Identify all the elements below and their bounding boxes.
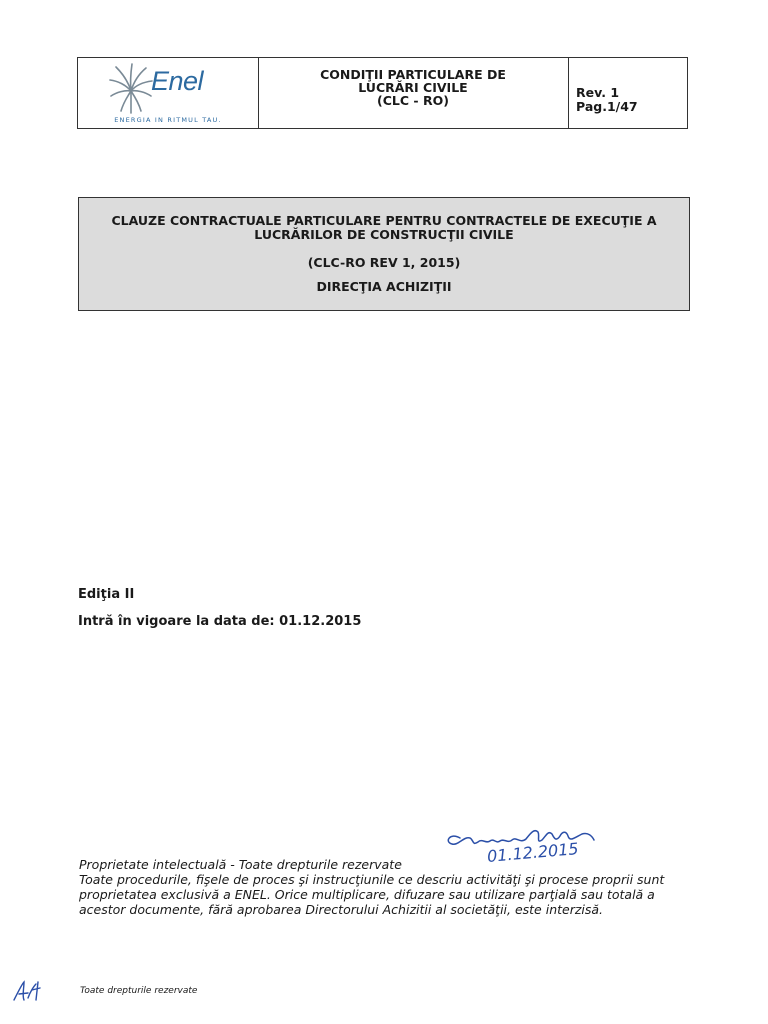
document-header: [77, 57, 688, 129]
page-number: Pag.1/47: [576, 99, 638, 114]
revision-cell: [569, 58, 687, 128]
handwritten-initials: [10, 978, 50, 1004]
revision-label: Rev. 1: [576, 85, 620, 100]
document-title-cell: [258, 58, 569, 128]
effective-date: Intră în vigoare la data de: 01.12.2015: [78, 614, 362, 629]
edition-label: Ediţia II: [78, 587, 135, 602]
contract-title: [79, 214, 689, 242]
document-title-line-2: LUCRĂRI CIVILE: [358, 79, 468, 95]
contract-title-box: [78, 197, 690, 311]
department-name: DIRECŢIA ACHIZIŢII: [316, 279, 452, 294]
logo-wordmark: Enel: [151, 66, 204, 96]
ip-notice-body: Toate procedurile, fişele de proces şi instrucţiunile ce descriu activităţi şi procese proprii sunt proprietatea exclusivă a ENEL. Orice multiplicare, difuzare sau utilizare parţială sau totală a acestor documente, fără aprobarea Directorului Achizitii al societăţii, este interzisă.: [79, 872, 665, 917]
contract-title-line-2: LUCRĂRILOR DE CONSTRUCŢII CIVILE: [254, 227, 514, 242]
logo-cell: [78, 58, 259, 128]
footer-rights: Toate drepturile rezervate: [80, 986, 198, 996]
logo-tagline: ENERGIA IN RITMUL TAU.: [114, 116, 222, 124]
signature-date: 01.12.2015: [486, 839, 580, 866]
ip-notice-heading: Proprietate intelectuală - Toate drepturile rezervate: [79, 857, 402, 872]
document-title-line-1: CONDIŢII PARTICULARE DE: [320, 66, 506, 82]
contract-code: (CLC-RO REV 1, 2015): [307, 255, 461, 270]
document-title-line-3: (CLC - RO): [377, 92, 449, 108]
intellectual-property-notice: [79, 857, 699, 917]
enel-logo-icon: [108, 61, 154, 115]
contract-title-line-1: CLAUZE CONTRACTUALE PARTICULARE PENTRU CONTRACTELE DE EXECUŢIE A: [111, 213, 657, 228]
